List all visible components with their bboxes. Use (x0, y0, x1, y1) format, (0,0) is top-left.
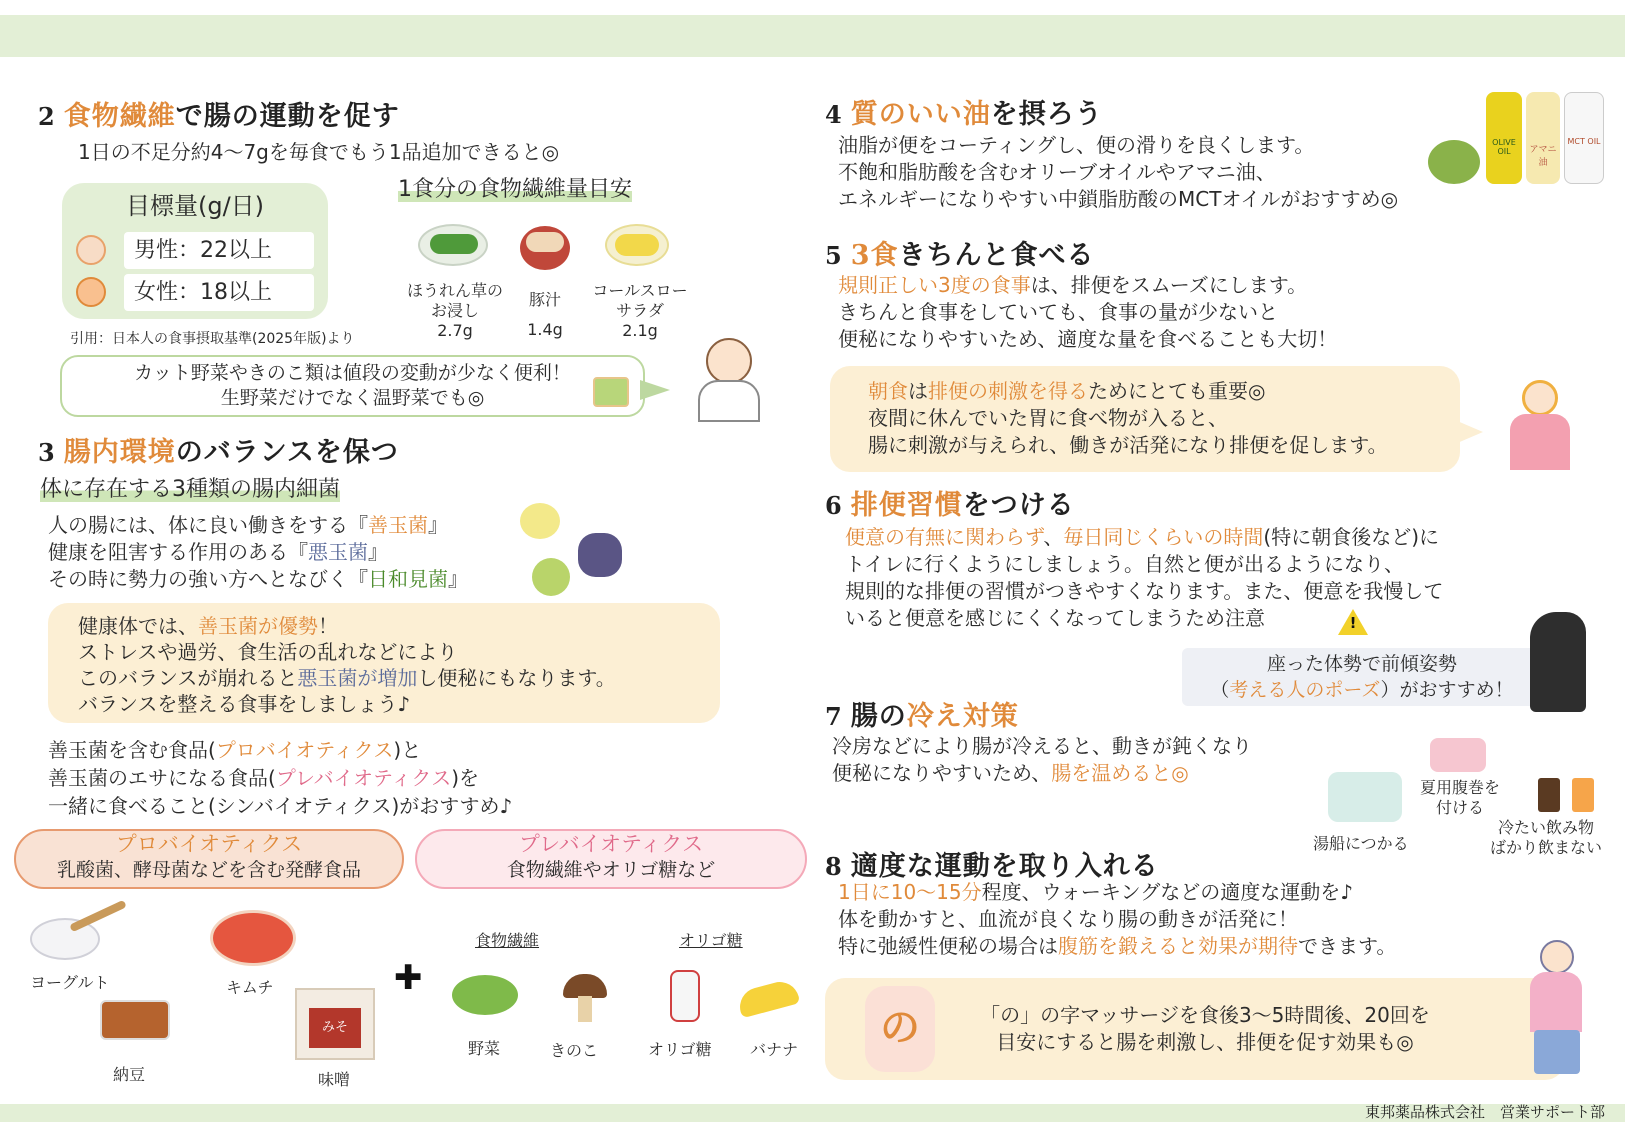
text: 』 (368, 540, 388, 564)
probiotics-text (14, 831, 404, 883)
section-7-heading (825, 694, 1019, 733)
amount-title-text: 1食分の食物繊維量目安 (398, 177, 632, 202)
text: 便秘になりやすいため、 (832, 761, 1052, 785)
highlight: 朝食 (868, 379, 908, 403)
highlight: プレバイオティクス (275, 766, 452, 790)
highlight: 1日に10～15分 (838, 880, 982, 904)
plus-icon: ✚ (394, 958, 423, 998)
highlight: 腸を温めると◎ (1051, 761, 1189, 785)
s5-line-3: 便秘になりやすいため、適度な量を食べることも大切！ (838, 327, 1338, 351)
oligo-label: オリゴ糖 (648, 1040, 712, 1059)
text: 程度、ウォーキングなどの適度な運動を♪ (981, 880, 1353, 904)
highlight: 排便の刺激を得る (928, 379, 1088, 403)
s5-line-1 (838, 272, 1337, 299)
s4-text (838, 132, 1398, 213)
section-2-heading (38, 94, 400, 133)
prebiotics-title: プレバイオティクス (518, 832, 704, 856)
woman-body-icon (698, 380, 760, 422)
cold-drink-label (1490, 818, 1602, 858)
synbiotics-line-3: 一緒に食べること(シンバイオティクス)がおすすめ♪ (48, 794, 513, 818)
bath-icon (1328, 772, 1402, 822)
heading-highlight: 冷え対策 (906, 701, 1019, 732)
coleslaw-icon (605, 224, 669, 266)
good-bacteria-line (48, 512, 448, 539)
miso-label-icon: みそ (309, 1008, 361, 1048)
food-name: コールスロー (592, 281, 688, 300)
heading-text: をつける (962, 490, 1075, 521)
text: できます。 (1298, 934, 1397, 958)
belly-band-icon (1430, 738, 1486, 772)
heading-text: で腸の運動を促す (175, 101, 400, 132)
thinker-tip-line-1: 座った体勢で前傾姿勢 (1266, 653, 1457, 675)
iced-coffee-icon (1538, 778, 1560, 812)
heading-text: のバランスを保つ (175, 437, 399, 468)
highlight: 規則正しい3度の食事 (838, 273, 1031, 297)
text: (特に朝食後など)に (1263, 525, 1440, 549)
highlight: 毎日同じくらいの時間 (1063, 525, 1264, 549)
subtitle-text: 体に存在する3種類の腸内細菌 (40, 477, 340, 502)
food-spinach-caption (400, 281, 510, 341)
prebiotics-text (415, 831, 807, 883)
text: し便秘にもなります。 (417, 666, 616, 690)
text: （ (1210, 679, 1230, 701)
natto-label: 納豆 (113, 1065, 146, 1084)
miso-container-icon (295, 988, 375, 1060)
mushroom-cap-icon (563, 974, 607, 998)
soup-icon (526, 232, 564, 252)
text: 人の腸には、体に良い働きをする『 (48, 513, 368, 537)
synbiotics-text (48, 736, 512, 820)
text: 』 (448, 567, 468, 591)
heading-text: きちんと食べる (898, 240, 1095, 271)
bacteria-subtitle (40, 472, 340, 503)
text: このバランスが崩れると (78, 666, 298, 690)
cold-drink-line-1: 冷たい飲み物 (1498, 818, 1595, 837)
text: その時に勢力の強い方へとなびく『 (48, 567, 368, 591)
walking-woman-body-icon (1530, 972, 1582, 1032)
oligo-bottle-icon (670, 970, 700, 1022)
heading-highlight: 排便習慣 (850, 490, 963, 521)
section-number: 4 (825, 100, 843, 129)
salad-icon (615, 234, 659, 256)
massage-line-2: 目安にすると腸を刺激し、排便を促す効果も◎ (996, 1030, 1414, 1054)
vegetables-icon (452, 975, 518, 1015)
section-6-heading (825, 483, 1075, 522)
man-face-icon (76, 235, 106, 265)
section-number: 2 (38, 102, 56, 131)
heading-text: 適度な運動を取り入れる (850, 851, 1159, 882)
thinker-tip-line-2 (1182, 677, 1542, 703)
woman-eating-body-icon (1510, 414, 1570, 470)
highlight: 考える人のポーズ (1229, 679, 1381, 701)
heading-highlight: 3食 (850, 240, 899, 271)
text: 、 (1043, 525, 1064, 549)
s5-text (838, 272, 1337, 353)
balance-line-4: バランスを整える食事をしましょう♪ (78, 692, 411, 716)
balance-line-2: ストレスや過労、食生活の乱れなどにより (78, 640, 458, 664)
yogurt-label: ヨーグルト (30, 973, 110, 992)
probiotics-title: プロバイオティクス (115, 832, 303, 856)
text: 健康体では、 (78, 614, 198, 638)
tip-line-1: カット野菜やきのこ類は値段の変動が少なく便利！ (134, 362, 571, 384)
food-tonjiru-caption (515, 285, 575, 345)
target-amount-title: 目標量(g/日) (125, 192, 265, 220)
good-bacteria-icon (520, 503, 560, 539)
iced-juice-icon (1572, 778, 1594, 812)
synbiotics-line-1 (48, 736, 512, 764)
walking-woman-icon (1540, 940, 1574, 974)
text: 』 (428, 513, 448, 537)
vegetables-label: 野菜 (468, 1039, 501, 1058)
belly-band-line-2: 付ける (1436, 798, 1485, 817)
cold-drink-line-2: ばかり飲まない (1490, 838, 1603, 857)
food-name: 豚汁 (528, 290, 561, 309)
highlight: 悪玉菌が増加 (297, 666, 418, 690)
fiber-heading: 食物繊維 (475, 931, 540, 950)
oligosaccharide-heading: オリゴ糖 (679, 931, 743, 950)
citation: 引用：日本人の食事摂取基準(2025年版)より (70, 331, 355, 347)
belly-band-label (1420, 778, 1500, 818)
female-target: 女性：18以上 (124, 274, 314, 311)
section-4-heading (825, 92, 1103, 131)
heading-text: を摂ろう (990, 99, 1103, 130)
olive-icon (1428, 140, 1480, 184)
banana-label: バナナ (750, 1040, 799, 1059)
woman-face-icon (76, 277, 106, 307)
thinker-tip-text (1182, 651, 1542, 703)
thinker-statue-icon (1530, 612, 1586, 712)
food-value: 1.4g (527, 320, 563, 339)
text: ！ (318, 614, 338, 638)
s4-line-2: 不飽和脂肪酸を含むオリーブオイルやアマニ油、 (838, 160, 1276, 184)
synbiotics-line-2 (48, 764, 512, 792)
text: ためにとても重要◎ (1088, 379, 1266, 403)
balance-line-3 (78, 665, 616, 691)
breakfast-line-1 (868, 378, 1388, 405)
male-target: 男性：22以上 (124, 232, 314, 269)
section-number: 6 (825, 491, 843, 520)
text: は、排便をスムーズにします。 (1030, 273, 1308, 297)
food-coleslaw-caption (585, 281, 695, 341)
good-bacteria-term: 善玉菌 (368, 513, 428, 537)
spoon-icon (69, 900, 127, 933)
woman-pointing-icon (706, 338, 752, 384)
s8-line-1 (838, 879, 1396, 906)
text: 特に弛緩性便秘の場合は (838, 934, 1058, 958)
s7-line-1: 冷房などにより腸が冷えると、動きが鈍くなり (832, 734, 1252, 758)
top-band (0, 15, 1625, 57)
breakfast-text (868, 378, 1388, 459)
section-number: 8 (825, 852, 843, 881)
mushroom-stem-icon (578, 996, 592, 1022)
highlight: 便意の有無に関わらず (845, 525, 1044, 549)
highlight: 腹筋を鍛えると効果が期待 (1058, 934, 1298, 958)
mushroom-label: きのこ (550, 1041, 599, 1060)
s6-line-3: 規則的な排便の習慣がつきやすくなります。また、便意を我慢して (845, 579, 1444, 603)
miso-label: 味噌 (318, 1070, 351, 1089)
tip-line-2: 生野菜だけでなく温野菜でも◎ (220, 387, 485, 409)
spinach-icon (430, 234, 478, 254)
warning-mark: ! (1349, 614, 1357, 632)
belly-band-line-1: 夏用腹巻を (1420, 778, 1501, 797)
text: 善玉菌のエサになる食品( (48, 766, 276, 790)
bath-label: 湯船につかる (1313, 834, 1409, 853)
food-value: 2.7g (437, 321, 473, 340)
s2-intro: 1日の不足分約4～7gを毎食でもう1品追加できると◎ (78, 140, 560, 164)
s6-line-1 (845, 524, 1443, 551)
s4-line-3: エネルギーになりやすい中鎖脂肪酸のMCTオイルがおすすめ◎ (838, 187, 1399, 211)
woman-eating-icon (1522, 380, 1558, 416)
balance-line-1 (78, 613, 616, 639)
food-name-2: お浸し (430, 301, 479, 320)
breakfast-box-tail (1455, 420, 1483, 444)
breakfast-line-2: 夜間に休んでいた胃に食べ物が入ると、 (868, 406, 1228, 430)
bad-bacteria-term: 悪玉菌 (308, 540, 368, 564)
section-number: 7 (825, 702, 843, 731)
s7-line-2 (832, 760, 1252, 787)
bad-bacteria-icon (578, 533, 622, 577)
cut-vegetable-pack-icon (593, 377, 629, 407)
section-number: 5 (825, 241, 843, 270)
kimchi-icon (210, 910, 296, 966)
highlight: 善玉菌が優勢 (198, 614, 318, 638)
prebiotics-desc: 食物繊維やオリゴ糖など (506, 859, 716, 881)
opportunistic-bacteria-icon (532, 558, 570, 596)
section-3-heading (38, 430, 399, 469)
s8-line-2: 体を動かすと、血流が良くなり腸の動きが活発に！ (838, 907, 1298, 931)
text: は (908, 379, 928, 403)
heading-highlight: 質のいい油 (850, 99, 991, 130)
balance-text (78, 613, 616, 717)
flaxseed-oil-bottle-icon: アマニ油 (1526, 92, 1560, 184)
massage-text (925, 1002, 1485, 1056)
probiotics-desc: 乳酸菌、酵母菌などを含む発酵食品 (56, 859, 361, 881)
food-name-2: サラダ (616, 301, 664, 320)
text: いると便意を感じにくくなってしまうため注意 (845, 606, 1265, 630)
s7-text (832, 733, 1252, 787)
heading-highlight: 食物繊維 (63, 101, 176, 132)
heading-highlight: 腸内環境 (63, 437, 176, 468)
heading-text: 腸の (850, 701, 907, 732)
amount-title (398, 172, 632, 203)
breakfast-line-3: 腸に刺激が与えられ、働きが活発になり排便を促します。 (868, 433, 1388, 457)
walking-woman-legs-icon (1534, 1030, 1580, 1074)
footer-company: 東邦薬品株式会社 営業サポート部 (1364, 1103, 1605, 1121)
kimchi-label: キムチ (226, 978, 274, 997)
s8-line-3 (838, 933, 1396, 960)
mct-oil-bottle-icon: MCT OIL (1564, 92, 1604, 184)
opportunistic-bacteria-term: 日和見菌 (368, 567, 448, 591)
text: 健康を阻害する作用のある『 (48, 540, 308, 564)
food-name: ほうれん草の (406, 281, 503, 300)
highlight: プロバイオティクス (215, 738, 394, 762)
food-value: 2.1g (622, 321, 658, 340)
s4-line-1: 油脂が便をコーティングし、便の滑りを良くします。 (838, 133, 1315, 157)
tip-text (60, 361, 645, 411)
opportunistic-bacteria-line (48, 566, 468, 593)
text: )を (451, 766, 480, 790)
section-5-heading (825, 233, 1095, 272)
natto-icon (100, 1000, 170, 1040)
text: ）がおすすめ！ (1380, 679, 1514, 701)
s6-line-2: トイレに行くようにしましょう。自然と便が出るようになり、 (845, 552, 1404, 576)
tonjiru-bowl-icon (520, 226, 570, 270)
text: )と (393, 738, 422, 762)
section-number: 3 (38, 438, 56, 467)
no-character-icon: の (880, 1005, 920, 1051)
spinach-dish-icon (418, 224, 488, 266)
section-8-heading (825, 844, 1159, 883)
text: 善玉菌を含む食品( (48, 738, 216, 762)
s5-line-2: きちんと食事をしていても、食事の量が少ないと (838, 300, 1278, 324)
olive-oil-bottle-icon: OLIVE OIL (1486, 92, 1522, 184)
s8-text (838, 879, 1396, 960)
bad-bacteria-line (48, 539, 388, 566)
banana-icon (736, 978, 801, 1019)
massage-line-1: 「の」の字マッサージを食後3～5時間後、20回を (980, 1003, 1430, 1027)
